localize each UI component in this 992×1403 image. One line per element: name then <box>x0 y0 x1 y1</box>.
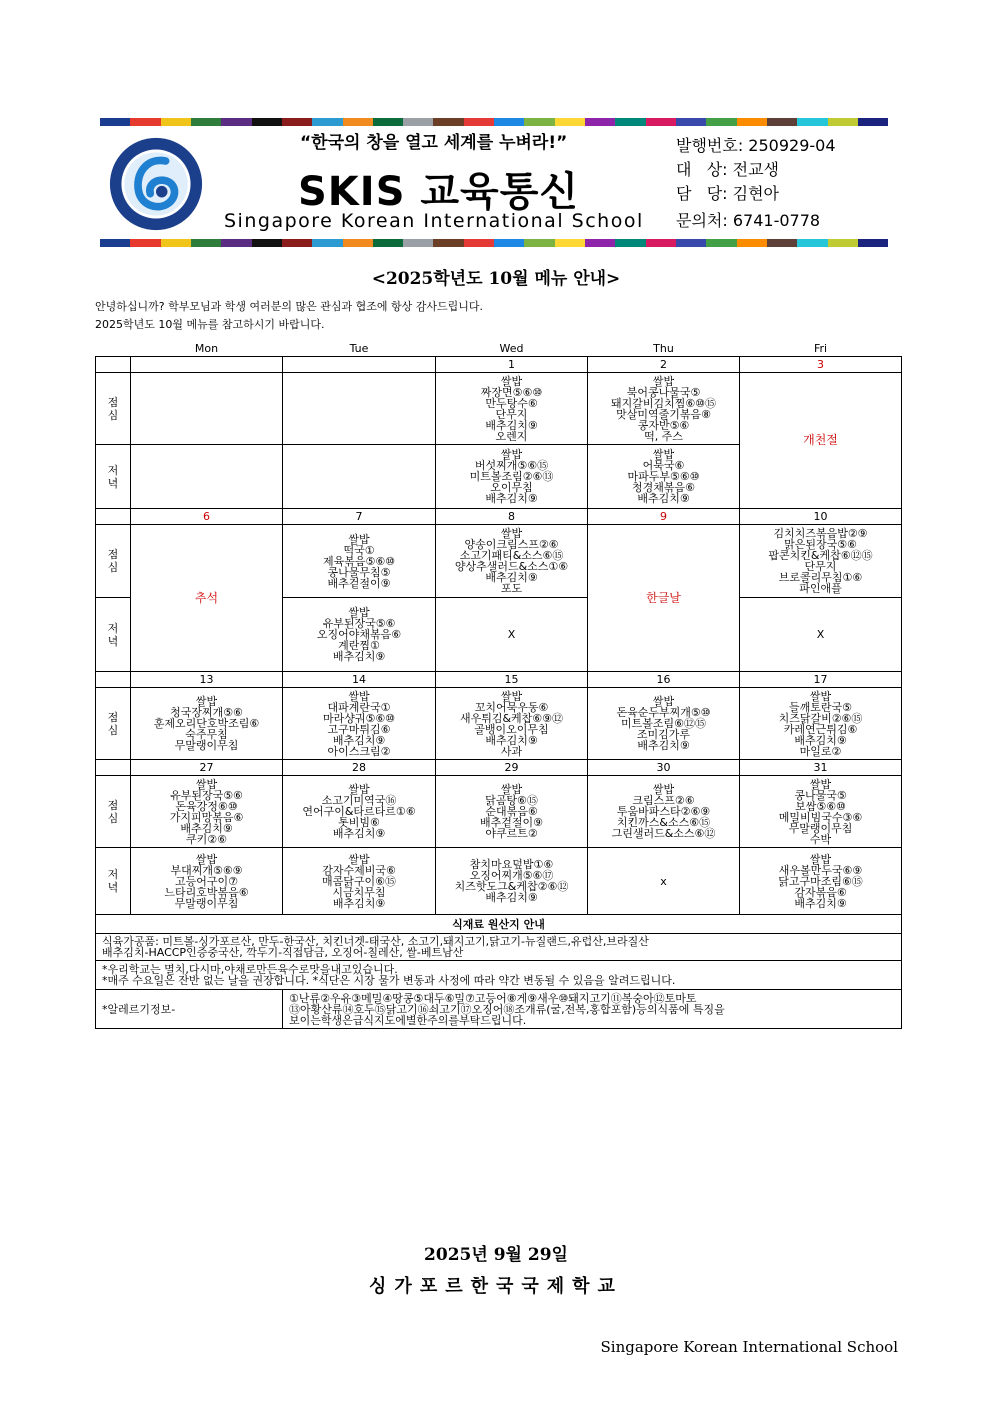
stripe-segment <box>828 118 858 126</box>
menu-item: 유부된장국⑤⑥ <box>322 617 396 630</box>
stripe-segment <box>767 239 797 247</box>
menu-item: 순대볶음⑥ <box>485 805 538 818</box>
menu-item: 김치치즈볶음밥②⑨ <box>773 527 868 540</box>
lunch-menu-cell <box>740 525 902 598</box>
date-number: 8 <box>436 509 588 525</box>
menu-item: 무말랭이무침 <box>174 739 239 752</box>
date-number: 1 <box>436 357 588 373</box>
stripe-segment <box>100 118 130 126</box>
menu-item: 맛살미역줄기볶음⑧ <box>616 407 711 421</box>
lunch-menu-cell <box>588 776 740 848</box>
menu-item: 배추김치⑨ <box>485 571 538 584</box>
date-number: 28 <box>283 760 436 776</box>
menu-item: 들깨토란국⑤ <box>789 700 852 714</box>
stripe-segment <box>282 118 312 126</box>
bottom-color-stripe <box>100 239 888 247</box>
menu-item: 미트볼조림②⑥⑬ <box>469 470 554 483</box>
menu-item: 쌀밥 <box>500 783 523 796</box>
lunch-menu-cell <box>283 525 436 598</box>
stripe-segment <box>282 239 312 247</box>
menu-item: 쌀밥 <box>652 695 675 708</box>
menu-item: 짜장면⑤⑥⑩ <box>480 385 543 399</box>
stripe-segment <box>403 118 433 126</box>
date-number: 2 <box>588 357 740 373</box>
menu-item: 배추김치⑨ <box>637 492 690 505</box>
menu-item: 그린샐러드&소스⑥⑫ <box>611 827 716 840</box>
date-number: 17 <box>740 672 902 688</box>
stripe-segment <box>828 239 858 247</box>
menu-item: 쌀밥 <box>652 448 675 461</box>
menu-item: 마라샹궈⑤⑥⑩ <box>322 711 396 725</box>
menu-item: 단무지 <box>495 407 528 421</box>
menu-item: 쌀밥 <box>348 783 370 796</box>
menu-item: 크림스프②⑥ <box>632 794 695 807</box>
menu-item: 쌀밥 <box>348 852 370 866</box>
date-number: 29 <box>436 760 588 776</box>
meal-label-lunch: 점 심 <box>96 525 131 598</box>
stripe-segment <box>312 118 342 126</box>
contact-person: 담 당: 김현아 <box>676 184 780 203</box>
menu-item: 치킨까스&소스⑥⑮ <box>616 816 711 829</box>
intro-line-1: 안녕하십니까? 학부모님과 학생 여러분의 많은 관심과 협조에 항상 감사드립니다. <box>95 300 483 313</box>
menu-item: 버섯찌개⑤⑥⑮ <box>474 459 549 472</box>
menu-item: 떡국① <box>343 543 375 557</box>
date-number <box>283 357 436 373</box>
lunch-menu-cell <box>283 373 436 445</box>
menu-item: 대파계란국① <box>327 700 391 714</box>
menu-item: 부대찌개⑤⑥⑨ <box>170 863 243 877</box>
school-english-name: Singapore Korean International School <box>224 210 644 232</box>
menu-item: 마일로② <box>799 744 842 758</box>
stripe-segment <box>191 118 221 126</box>
stripe-segment <box>706 118 736 126</box>
menu-item: 미트볼조림⑥⑫⑮ <box>621 717 706 730</box>
menu-title: <2025학년도 10월 메뉴 안내> <box>371 269 621 289</box>
menu-item: 쌀밥 <box>195 852 218 866</box>
menu-item: 투움바파스타②⑥⑨ <box>616 805 711 818</box>
menu-item: 쌀밥 <box>500 689 523 703</box>
issue-number: 발행번호: 250929-04 <box>676 136 836 155</box>
menu-item: 감자볶음⑥ <box>794 885 847 899</box>
note-line: *매주 수요일은 잔반 없는 날을 권장합니다. *식단은 시장 물가 변동과 사정에 따라 약간 변동될 수 있음을 알려드립니다. <box>102 974 676 987</box>
menu-item: 연어구이&타르타르①⑥ <box>302 805 416 818</box>
origin-info <box>96 934 902 961</box>
intro-line-2: 2025학년도 10월 메뉴를 참고하시기 바랍니다. <box>95 318 325 331</box>
menu-item: X <box>507 628 516 641</box>
meal-label-lunch: 점 심 <box>96 688 131 760</box>
lunch-menu-cell <box>436 776 588 848</box>
menu-item: 치즈닭갈비②⑥⑮ <box>778 711 863 725</box>
lunch-menu-cell <box>131 688 283 760</box>
stripe-segment <box>221 239 251 247</box>
menu-item: 오징어야채볶음⑥ <box>316 628 402 641</box>
dinner-menu-cell <box>131 445 283 509</box>
allergy-line: ①난류②우유③메밀④땅콩⑤대두⑥밀⑦고등어⑧게⑨새우⑩돼지고기⑪복숭아⑫토마토 <box>289 991 697 1005</box>
dinner-menu-cell <box>588 445 740 509</box>
date-number: 10 <box>740 509 902 525</box>
stripe-segment <box>615 118 645 126</box>
day-header: Tue <box>349 341 369 355</box>
stripe-segment <box>373 239 403 247</box>
stripe-segment <box>524 239 554 247</box>
menu-item: 배추김치⑨ <box>485 418 538 432</box>
stripe-segment <box>100 239 130 247</box>
origin-line: 식육가공품: 미트볼-싱가포르산, 만두-한국산, 치킨너겟-태국산, 소고기,돼지고기,닭고기-뉴질랜드,유럽산,브라질산 <box>102 935 649 948</box>
menu-item: 배추김치⑨ <box>485 492 538 505</box>
date-number: 14 <box>283 672 436 688</box>
stripe-segment <box>737 118 767 126</box>
menu-item: 소고기미역국⑯ <box>321 794 397 807</box>
menu-item: 브로콜리무침①⑥ <box>778 571 863 584</box>
menu-item: 쌀밥 <box>809 689 832 703</box>
menu-item: 포도 <box>500 582 523 595</box>
menu-item: 배추겉절이⑨ <box>480 816 543 829</box>
stripe-segment <box>706 239 736 247</box>
stripe-segment <box>373 118 403 126</box>
stripe-segment <box>221 118 251 126</box>
menu-item: 골뱅이오이무침 <box>474 722 549 736</box>
menu-item: 쌀밥 <box>652 783 675 796</box>
dinner-menu-cell <box>740 598 902 672</box>
holiday-cell: 추석 <box>131 525 283 672</box>
menu-item: 청국장찌개⑤⑥ <box>170 706 243 719</box>
stripe-segment <box>312 239 342 247</box>
date-blank <box>96 672 131 688</box>
stripe-segment <box>555 118 585 126</box>
menu-item: 오렌지 <box>495 429 528 443</box>
date-blank <box>96 509 131 525</box>
lunch-menu-cell <box>588 688 740 760</box>
menu-item: 청경채볶음⑥ <box>632 481 695 494</box>
menu-item: 쌀밥 <box>195 695 218 708</box>
stripe-segment <box>585 118 615 126</box>
menu-item: 치즈핫도그&케찹②⑥⑫ <box>454 880 569 893</box>
menu-item: 콩자반⑤⑥ <box>637 418 690 432</box>
footer-school-english-name: Singapore Korean International School <box>600 1338 898 1356</box>
date-number: 31 <box>740 760 902 776</box>
stripe-segment <box>191 239 221 247</box>
allergy-info <box>283 990 902 1029</box>
stripe-segment <box>646 118 676 126</box>
menu-item: 배추김치⑨ <box>794 896 847 910</box>
holiday-cell: 개천절 <box>740 373 902 509</box>
meal-label-lunch: 점 심 <box>96 373 131 445</box>
menu-item: 배추김치⑨ <box>180 821 233 835</box>
date-number: 16 <box>588 672 740 688</box>
stripe-segment <box>646 239 676 247</box>
menu-item: 쌀밥 <box>809 777 832 791</box>
lunch-menu-cell <box>436 688 588 760</box>
menu-item: 쌀밥 <box>348 689 370 703</box>
stripe-segment <box>252 239 282 247</box>
allergy-line: ⑬아황산류⑭호두⑮닭고기⑯쇠고기⑰오징어⑱조개류(굴,전복,홍합포함)등의식품에 특징을 <box>289 1002 725 1016</box>
menu-item: 새우볼만두국⑥⑨ <box>778 863 863 877</box>
newsletter-title: SKIS 교육통신 <box>298 169 579 215</box>
stripe-segment <box>494 239 524 247</box>
lunch-menu-cell <box>588 373 740 445</box>
menu-item: 콩나물국⑤ <box>794 788 847 802</box>
date-number <box>131 357 283 373</box>
stripe-segment <box>464 239 494 247</box>
menu-item: 쌀밥 <box>652 374 675 388</box>
menu-item: 계란찜① <box>338 639 380 652</box>
menu-item: 쌀밥 <box>500 448 523 461</box>
menu-item: 오이무침 <box>490 481 533 494</box>
stripe-segment <box>858 118 888 126</box>
origin-title: 식재료 원산지 안내 <box>96 915 902 934</box>
menu-item: 만두탕수⑥ <box>485 396 538 410</box>
note-line: *우리학교는 멸치,다시마,야채로만든육수로맛을내고있습니다. <box>102 963 398 976</box>
lunch-menu-cell <box>283 776 436 848</box>
allergy-line: 보이는학생은급식지도에별한주의를부탁드립니다. <box>289 1013 527 1027</box>
menu-item: 돼지갈비김치찜⑥⑩⑮ <box>610 396 717 410</box>
stripe-segment <box>676 118 706 126</box>
stripe-segment <box>494 118 524 126</box>
menu-item: 배추김치⑨ <box>485 891 538 904</box>
stripe-segment <box>130 239 160 247</box>
menu-item: 시금치무침 <box>332 885 386 899</box>
menu-item: 조미김가루 <box>636 728 691 741</box>
stripe-segment <box>161 118 191 126</box>
allergy-label: *알레르기정보- <box>96 990 283 1029</box>
notes <box>96 961 902 990</box>
menu-item: 떡, 주스 <box>644 429 683 443</box>
menu-item: 고등어구이⑦ <box>175 874 238 888</box>
dinner-menu-cell <box>283 598 436 672</box>
menu-item: 배추김치⑨ <box>332 733 386 747</box>
menu-item: 가지피망볶음⑥ <box>169 810 244 824</box>
stripe-segment <box>161 239 191 247</box>
menu-item: 꼬치어묵우동⑥ <box>474 700 549 714</box>
menu-item: 양상추샐러드&소스①⑥ <box>454 560 569 573</box>
menu-item: 양송이크림스프②⑥ <box>464 538 559 551</box>
menu-item: 감자수제비국⑥ <box>322 863 396 877</box>
lunch-menu-cell <box>131 373 283 445</box>
menu-item: 팝콘치킨&케찹⑥⑫⑮ <box>768 549 873 562</box>
slogan: “한국의 창을 열고 세계를 누벼라!” <box>300 133 568 153</box>
menu-item: 참치마요덮밥①⑥ <box>469 858 554 871</box>
menu-item: 배추김치⑨ <box>332 896 386 910</box>
menu-item: 어묵국⑥ <box>642 459 685 472</box>
menu-item: 훈제오리단호박조림⑥ <box>153 717 260 730</box>
stripe-segment <box>676 239 706 247</box>
meal-label-dinner: 저 녁 <box>96 445 131 509</box>
stripe-segment <box>343 118 373 126</box>
menu-item: 보쌈⑤⑥⑩ <box>795 799 846 813</box>
dinner-menu-cell <box>131 848 283 915</box>
menu-item: 무말랭이무침 <box>174 896 239 910</box>
menu-item: 숙주무침 <box>185 728 228 741</box>
lunch-menu-cell <box>740 776 902 848</box>
menu-item: 단무지 <box>804 560 837 573</box>
lunch-menu-cell <box>283 688 436 760</box>
stripe-segment <box>858 239 888 247</box>
menu-table <box>95 340 902 1029</box>
stripe-segment <box>403 239 433 247</box>
stripe-segment <box>130 118 160 126</box>
menu-item: 쌀밥 <box>809 852 832 866</box>
menu-item: 소고기패티&소스⑥⑮ <box>459 549 564 562</box>
stripe-segment <box>615 239 645 247</box>
menu-item: 마파두부⑤⑥⑩ <box>627 470 700 483</box>
date-number: 9 <box>588 509 740 525</box>
menu-item: 야쿠르트② <box>485 827 538 840</box>
menu-item: 수박 <box>809 832 832 846</box>
stripe-segment <box>433 118 463 126</box>
corner-blank <box>96 340 131 357</box>
menu-item: 북어콩나물국⑤ <box>626 385 701 399</box>
menu-item: 배추김치⑨ <box>332 650 386 663</box>
menu-item: 느타리호박볶음⑥ <box>164 885 249 899</box>
dinner-menu-cell <box>283 848 436 915</box>
menu-item: 메밀비빔국수③⑥ <box>778 810 863 824</box>
day-header: Wed <box>499 341 524 355</box>
stripe-segment <box>737 239 767 247</box>
stripe-segment <box>797 239 827 247</box>
stripe-segment <box>524 118 554 126</box>
menu-item: 쌀밥 <box>500 374 523 388</box>
menu-item: 배추김치⑨ <box>637 739 690 752</box>
meal-label-dinner: 저 녁 <box>96 848 131 915</box>
day-header: Fri <box>813 341 828 355</box>
dinner-menu-cell <box>436 445 588 509</box>
menu-item: 배추겉절이⑨ <box>327 576 391 590</box>
menu-item: 쌀밥 <box>500 527 523 540</box>
lunch-menu-cell <box>131 776 283 848</box>
date-number: 27 <box>131 760 283 776</box>
origin-line: 배추김치-HACCP인증중국산, 깍두기-직접담금, 오징어-칠레산, 쌀-베트남산 <box>102 946 464 959</box>
date-number: 30 <box>588 760 740 776</box>
dinner-menu-cell <box>436 848 588 915</box>
holiday-cell: 한글날 <box>588 525 740 672</box>
day-header: Mon <box>194 341 219 355</box>
top-color-stripe <box>100 118 888 126</box>
menu-item: 새우튀김&케찹⑥⑨⑫ <box>459 711 564 725</box>
stripe-segment <box>252 118 282 126</box>
menu-item: 맑은된장국⑤⑥ <box>784 538 857 551</box>
date-number: 6 <box>131 509 283 525</box>
date-number: 3 <box>740 357 902 373</box>
menu-item: X <box>816 628 825 641</box>
menu-item: 배추김치⑨ <box>332 827 386 840</box>
stripe-segment <box>767 118 797 126</box>
menu-item: 쌀밥 <box>348 606 370 619</box>
menu-item: 콩나물무침⑤ <box>327 565 391 579</box>
menu-item: 아이스크림② <box>327 744 391 758</box>
lunch-menu-cell <box>740 688 902 760</box>
stripe-segment <box>433 239 463 247</box>
school-korean-name: 싱가포르한국국제학교 <box>369 1276 623 1297</box>
menu-item: x <box>660 874 667 888</box>
lunch-menu-cell <box>436 373 588 445</box>
date-number: 13 <box>131 672 283 688</box>
menu-item: 돈육순두부찌개⑤⑩ <box>616 706 711 719</box>
menu-item: 배추김치⑨ <box>794 733 847 747</box>
lunch-menu-cell <box>436 525 588 598</box>
menu-item: 고구마튀김⑥ <box>327 722 391 736</box>
menu-item: 카레연근튀김⑥ <box>783 722 858 736</box>
date-number: 7 <box>283 509 436 525</box>
audience: 대 상: 전교생 <box>676 160 780 179</box>
dinner-menu-cell <box>588 848 740 915</box>
menu-item: 닭곰탕⑥⑮ <box>485 794 538 807</box>
stripe-segment <box>797 118 827 126</box>
phone-number: 문의처: 6741-0778 <box>676 211 821 230</box>
date-blank <box>96 357 131 373</box>
issue-date: 2025년 9월 29일 <box>424 1245 568 1265</box>
menu-item: 매콤닭구이⑥⑮ <box>322 874 396 888</box>
school-logo <box>108 136 204 232</box>
menu-item: 돈육강정⑥⑩ <box>175 799 238 813</box>
menu-item: 사과 <box>500 744 523 758</box>
date-blank <box>96 760 131 776</box>
dinner-menu-cell <box>740 848 902 915</box>
dinner-menu-cell <box>283 445 436 509</box>
menu-item: 파인애플 <box>799 582 842 595</box>
menu-item: 유부된장국⑤⑥ <box>170 788 243 802</box>
stripe-segment <box>343 239 373 247</box>
menu-item: 쿠키②⑥ <box>186 832 227 846</box>
menu-item: 쌀밥 <box>195 777 218 791</box>
menu-item: 제육볶음⑤⑥⑩ <box>322 554 396 568</box>
menu-item: 무말랭이무침 <box>788 821 853 835</box>
menu-item: 쌀밥 <box>348 532 370 546</box>
menu-item: 톳비빔⑥ <box>338 816 380 829</box>
dinner-menu-cell <box>436 598 588 672</box>
stripe-segment <box>585 239 615 247</box>
stripe-segment <box>555 239 585 247</box>
menu-item: 오징어찌개⑤⑥⑰ <box>469 869 554 882</box>
meal-label-lunch: 점 심 <box>96 776 131 848</box>
stripe-segment <box>464 118 494 126</box>
meal-label-dinner: 저 녁 <box>96 598 131 672</box>
menu-item: 배추김치⑨ <box>485 733 538 747</box>
menu-item: 닭고구마조림⑥⑮ <box>778 874 863 888</box>
date-number: 15 <box>436 672 588 688</box>
day-header: Thu <box>653 341 674 355</box>
